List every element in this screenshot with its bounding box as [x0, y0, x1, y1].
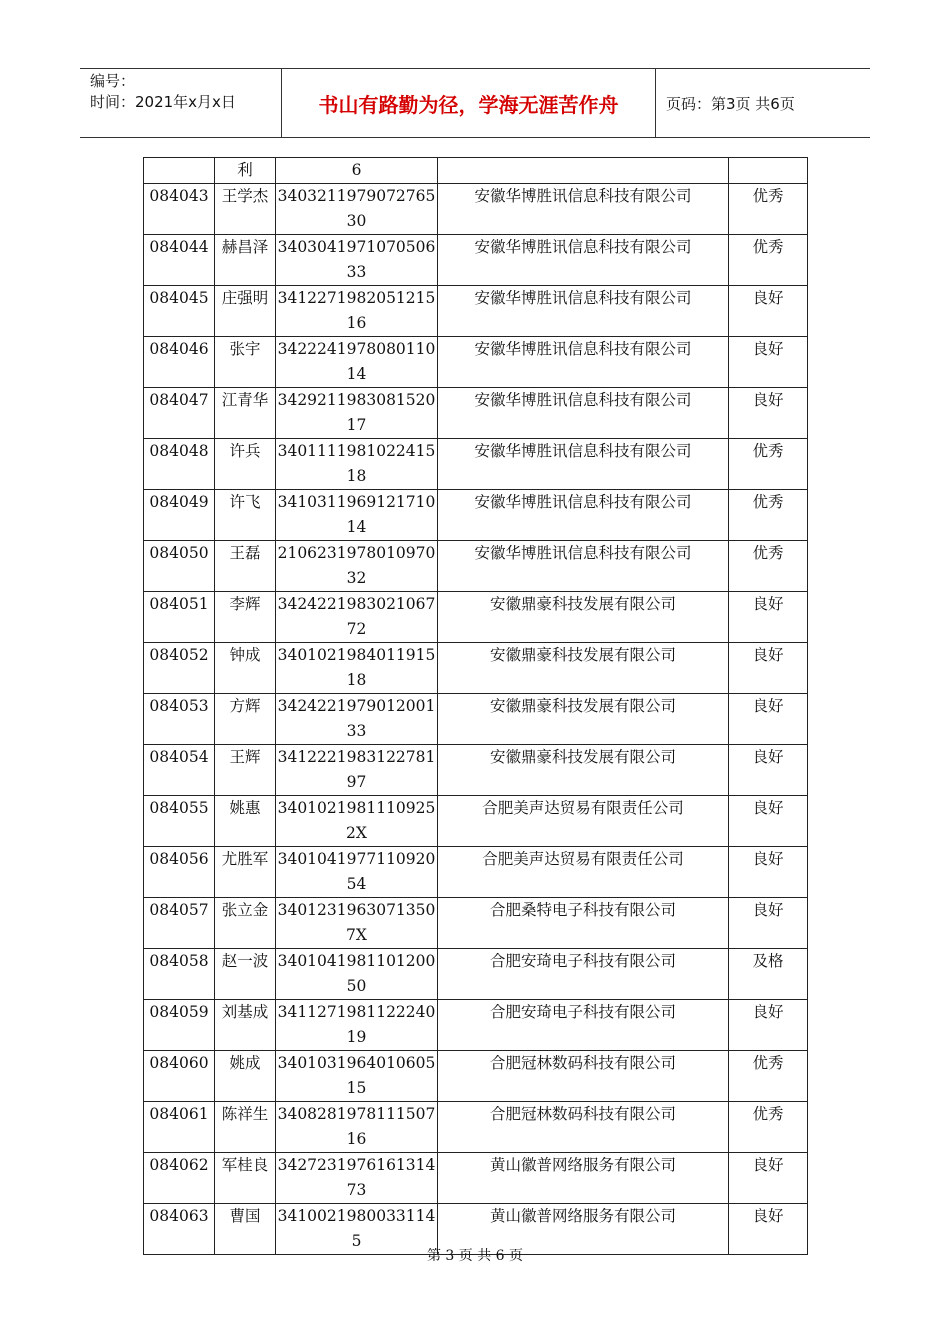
- cell-name: 赵一波: [215, 949, 276, 1000]
- cell-company: 安徽鼎豪科技发展有限公司: [438, 745, 729, 796]
- cell-id: 34100219800331145: [276, 1204, 438, 1255]
- cell-company: 安徽鼎豪科技发展有限公司: [438, 592, 729, 643]
- cell-code: 084060: [144, 1051, 215, 1102]
- cell-id: 342422197901200133: [276, 694, 438, 745]
- cell-grade: 良好: [729, 1153, 808, 1204]
- table-row: [144, 745, 808, 796]
- cell-code: 084061: [144, 1102, 215, 1153]
- cell-grade: 及格: [729, 949, 808, 1000]
- cell-id: 340828197811150716: [276, 1102, 438, 1153]
- cell-name: 姚惠: [215, 796, 276, 847]
- table-row: [144, 439, 808, 490]
- cell-grade: 优秀: [729, 439, 808, 490]
- personnel-table: [143, 157, 808, 1255]
- cell-grade: 良好: [729, 1000, 808, 1051]
- cell-name: 赫昌泽: [215, 235, 276, 286]
- table-row: [144, 898, 808, 949]
- cell-id: 340104197711092054: [276, 847, 438, 898]
- cell-code: 084050: [144, 541, 215, 592]
- cell-code: 084063: [144, 1204, 215, 1255]
- cell-grade: 良好: [729, 286, 808, 337]
- cell-company: 合肥安琦电子科技有限公司: [438, 949, 729, 1000]
- cell-name: 尤胜军: [215, 847, 276, 898]
- cell-company: 安徽华博胜讯信息科技有限公司: [438, 490, 729, 541]
- cell-grade: 良好: [729, 898, 808, 949]
- cell-id: 340304197107050633: [276, 235, 438, 286]
- cell-id: 340104198110120050: [276, 949, 438, 1000]
- cell-id: 341031196912171014: [276, 490, 438, 541]
- table-row: [144, 949, 808, 1000]
- cell-name: 王磊: [215, 541, 276, 592]
- table-row: [144, 1102, 808, 1153]
- cell-code: 084046: [144, 337, 215, 388]
- cell-grade: 良好: [729, 592, 808, 643]
- page-header: [80, 68, 870, 138]
- cell-name: 庄强明: [215, 286, 276, 337]
- cell-name: 曹国: [215, 1204, 276, 1255]
- cell-name: 利: [215, 158, 276, 184]
- time-label: 时间：2021年x月x日: [90, 93, 236, 111]
- table-row: [144, 158, 808, 184]
- cell-code: 084049: [144, 490, 215, 541]
- cell-id: 342422198302106772: [276, 592, 438, 643]
- cell-code: 084058: [144, 949, 215, 1000]
- table-row: [144, 592, 808, 643]
- table-row: [144, 235, 808, 286]
- cell-id: 340321197907276530: [276, 184, 438, 235]
- cell-code: 084052: [144, 643, 215, 694]
- cell-id: 210623197801097032: [276, 541, 438, 592]
- cell-name: 方辉: [215, 694, 276, 745]
- table-row: [144, 184, 808, 235]
- cell-company: 合肥美声达贸易有限责任公司: [438, 796, 729, 847]
- cell-company: 安徽华博胜讯信息科技有限公司: [438, 235, 729, 286]
- cell-company: 安徽华博胜讯信息科技有限公司: [438, 388, 729, 439]
- cell-code: 084059: [144, 1000, 215, 1051]
- cell-company: 合肥冠林数码科技有限公司: [438, 1051, 729, 1102]
- cell-name: 刘基成: [215, 1000, 276, 1051]
- table-row: [144, 388, 808, 439]
- cell-grade: 良好: [729, 388, 808, 439]
- cell-grade: 良好: [729, 796, 808, 847]
- cell-name: 姚成: [215, 1051, 276, 1102]
- cell-id: 34012319630713507X: [276, 898, 438, 949]
- number-label: 编号：: [90, 72, 136, 90]
- cell-company: 黄山徽普网络服务有限公司: [438, 1153, 729, 1204]
- cell-company: 安徽华博胜讯信息科技有限公司: [438, 439, 729, 490]
- header-meta: [80, 69, 290, 139]
- cell-code: 084053: [144, 694, 215, 745]
- table-row: [144, 337, 808, 388]
- cell-company: 安徽华博胜讯信息科技有限公司: [438, 541, 729, 592]
- cell-grade: [729, 158, 808, 184]
- cell-name: 许飞: [215, 490, 276, 541]
- header-page-info: 页码：第3页 共6页: [666, 94, 795, 113]
- cell-company: 合肥美声达贸易有限责任公司: [438, 847, 729, 898]
- cell-code: 084056: [144, 847, 215, 898]
- cell-name: 军桂良: [215, 1153, 276, 1204]
- cell-name: 李辉: [215, 592, 276, 643]
- cell-name: 张立金: [215, 898, 276, 949]
- cell-id: 340102198401191518: [276, 643, 438, 694]
- cell-code: 084051: [144, 592, 215, 643]
- cell-id: 341127198112224019: [276, 1000, 438, 1051]
- table-row: [144, 796, 808, 847]
- cell-name: 许兵: [215, 439, 276, 490]
- cell-company: 安徽华博胜讯信息科技有限公司: [438, 184, 729, 235]
- table-row: [144, 1051, 808, 1102]
- cell-grade: 良好: [729, 337, 808, 388]
- cell-grade: 良好: [729, 643, 808, 694]
- cell-name: 王辉: [215, 745, 276, 796]
- cell-company: 合肥桑特电子科技有限公司: [438, 898, 729, 949]
- cell-code: 084045: [144, 286, 215, 337]
- cell-id: 342921198308152017: [276, 388, 438, 439]
- cell-grade: 优秀: [729, 541, 808, 592]
- cell-company: 安徽鼎豪科技发展有限公司: [438, 643, 729, 694]
- cell-id: 341222198312278197: [276, 745, 438, 796]
- cell-name: 钟成: [215, 643, 276, 694]
- cell-id: 340111198102241518: [276, 439, 438, 490]
- cell-grade: 优秀: [729, 1051, 808, 1102]
- cell-company: 安徽华博胜讯信息科技有限公司: [438, 286, 729, 337]
- cell-grade: 良好: [729, 1204, 808, 1255]
- cell-company: 安徽华博胜讯信息科技有限公司: [438, 337, 729, 388]
- table-row: [144, 490, 808, 541]
- cell-name: 江青华: [215, 388, 276, 439]
- cell-grade: 良好: [729, 847, 808, 898]
- cell-code: 084047: [144, 388, 215, 439]
- cell-id: 6: [276, 158, 438, 184]
- cell-id: 34010219811109252X: [276, 796, 438, 847]
- table-row: [144, 847, 808, 898]
- cell-grade: 良好: [729, 694, 808, 745]
- cell-code: 084062: [144, 1153, 215, 1204]
- cell-id: 342723197616131473: [276, 1153, 438, 1204]
- cell-name: 王学杰: [215, 184, 276, 235]
- table-row: [144, 694, 808, 745]
- cell-name: 陈祥生: [215, 1102, 276, 1153]
- table-row: [144, 541, 808, 592]
- table-row: [144, 643, 808, 694]
- cell-id: 340103196401060515: [276, 1051, 438, 1102]
- cell-code: 084055: [144, 796, 215, 847]
- cell-grade: 优秀: [729, 235, 808, 286]
- cell-company: 黄山徽普网络服务有限公司: [438, 1204, 729, 1255]
- page-footer: 第 3 页 共 6 页: [426, 1248, 524, 1264]
- cell-company: [438, 158, 729, 184]
- cell-code: 084048: [144, 439, 215, 490]
- cell-code: [144, 158, 215, 184]
- cell-code: 084054: [144, 745, 215, 796]
- cell-company: 合肥安琦电子科技有限公司: [438, 1000, 729, 1051]
- cell-grade: 良好: [729, 745, 808, 796]
- cell-company: 安徽鼎豪科技发展有限公司: [438, 694, 729, 745]
- cell-id: 342224197808011014: [276, 337, 438, 388]
- cell-company: 合肥冠林数码科技有限公司: [438, 1102, 729, 1153]
- cell-grade: 优秀: [729, 1102, 808, 1153]
- cell-grade: 优秀: [729, 184, 808, 235]
- table-row: [144, 1000, 808, 1051]
- table-row: [144, 1153, 808, 1204]
- header-motto: 书山有路勤为径，学海无涯苦作舟: [281, 69, 656, 137]
- cell-name: 张宇: [215, 337, 276, 388]
- table-row: [144, 286, 808, 337]
- cell-code: 084043: [144, 184, 215, 235]
- cell-id: 341227198205121516: [276, 286, 438, 337]
- cell-code: 084044: [144, 235, 215, 286]
- cell-grade: 优秀: [729, 490, 808, 541]
- cell-code: 084057: [144, 898, 215, 949]
